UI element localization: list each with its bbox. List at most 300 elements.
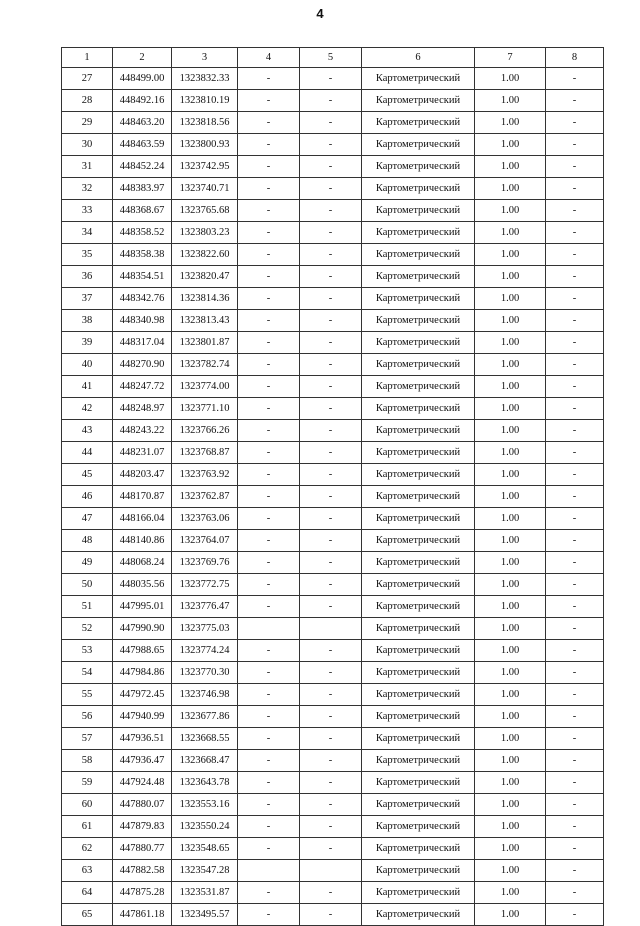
point-number-cell: 35 — [62, 244, 113, 266]
y-coordinate-cell: 1323814.36 — [172, 288, 238, 310]
x-coordinate-cell: 448342.76 — [113, 288, 172, 310]
table-row — [62, 838, 604, 860]
point-number-cell: 57 — [62, 728, 113, 750]
point-number-cell: 63 — [62, 860, 113, 882]
x-coordinate-cell: 448340.98 — [113, 310, 172, 332]
precision-cell: 1.00 — [475, 596, 546, 618]
y-coordinate-cell: 1323770.30 — [172, 662, 238, 684]
table-row — [62, 90, 604, 112]
method-cell: Картометрический — [362, 860, 475, 882]
x-coordinate-cell: 447990.90 — [113, 618, 172, 640]
table-row — [62, 552, 604, 574]
method-cell: Картометрический — [362, 134, 475, 156]
precision-cell: 1.00 — [475, 134, 546, 156]
y-coordinate-cell: 1323769.76 — [172, 552, 238, 574]
column-5-cell: - — [300, 354, 362, 376]
column-4-cell: - — [238, 178, 300, 200]
x-coordinate-cell: 448247.72 — [113, 376, 172, 398]
table-row — [62, 882, 604, 904]
method-cell: Картометрический — [362, 266, 475, 288]
table-row — [62, 596, 604, 618]
column-4-cell: - — [238, 706, 300, 728]
column-8-cell: - — [546, 310, 604, 332]
point-number-cell: 62 — [62, 838, 113, 860]
table-row — [62, 772, 604, 794]
point-number-cell: 29 — [62, 112, 113, 134]
column-header: 8 — [546, 48, 604, 68]
precision-cell: 1.00 — [475, 68, 546, 90]
x-coordinate-cell: 448499.00 — [113, 68, 172, 90]
table-row — [62, 376, 604, 398]
x-coordinate-cell: 448248.97 — [113, 398, 172, 420]
column-8-cell: - — [546, 860, 604, 882]
y-coordinate-cell: 1323740.71 — [172, 178, 238, 200]
precision-cell: 1.00 — [475, 838, 546, 860]
x-coordinate-cell: 447936.47 — [113, 750, 172, 772]
column-8-cell: - — [546, 486, 604, 508]
point-number-cell: 47 — [62, 508, 113, 530]
point-number-cell: 27 — [62, 68, 113, 90]
column-header: 5 — [300, 48, 362, 68]
method-cell: Картометрический — [362, 816, 475, 838]
precision-cell: 1.00 — [475, 178, 546, 200]
method-cell: Картометрический — [362, 662, 475, 684]
method-cell: Картометрический — [362, 772, 475, 794]
precision-cell: 1.00 — [475, 464, 546, 486]
x-coordinate-cell: 447875.28 — [113, 882, 172, 904]
y-coordinate-cell: 1323765.68 — [172, 200, 238, 222]
point-number-cell: 46 — [62, 486, 113, 508]
column-4-cell: - — [238, 552, 300, 574]
column-5-cell: - — [300, 266, 362, 288]
point-number-cell: 33 — [62, 200, 113, 222]
point-number-cell: 53 — [62, 640, 113, 662]
x-coordinate-cell: 448358.38 — [113, 244, 172, 266]
y-coordinate-cell: 1323531.87 — [172, 882, 238, 904]
column-4-cell: - — [238, 508, 300, 530]
column-5-cell: - — [300, 112, 362, 134]
y-coordinate-cell: 1323548.65 — [172, 838, 238, 860]
column-8-cell: - — [546, 376, 604, 398]
column-8-cell: - — [546, 596, 604, 618]
precision-cell: 1.00 — [475, 398, 546, 420]
y-coordinate-cell: 1323801.87 — [172, 332, 238, 354]
column-5-cell: - — [300, 332, 362, 354]
column-header: 6 — [362, 48, 475, 68]
table-header-row — [62, 48, 604, 68]
column-5-cell: - — [300, 794, 362, 816]
point-number-cell: 56 — [62, 706, 113, 728]
precision-cell: 1.00 — [475, 640, 546, 662]
point-number-cell: 61 — [62, 816, 113, 838]
precision-cell: 1.00 — [475, 112, 546, 134]
column-5-cell: - — [300, 904, 362, 926]
column-5-cell: - — [300, 420, 362, 442]
precision-cell: 1.00 — [475, 156, 546, 178]
method-cell: Картометрический — [362, 200, 475, 222]
table-row — [62, 420, 604, 442]
column-4-cell: - — [238, 310, 300, 332]
column-8-cell: - — [546, 750, 604, 772]
precision-cell: 1.00 — [475, 860, 546, 882]
column-header: 2 — [113, 48, 172, 68]
table-row — [62, 68, 604, 90]
table-row — [62, 222, 604, 244]
column-8-cell: - — [546, 640, 604, 662]
table-row — [62, 530, 604, 552]
column-4-cell: - — [238, 288, 300, 310]
method-cell: Картометрический — [362, 618, 475, 640]
point-number-cell: 54 — [62, 662, 113, 684]
column-8-cell: - — [546, 244, 604, 266]
column-4-cell: - — [238, 376, 300, 398]
y-coordinate-cell: 1323495.57 — [172, 904, 238, 926]
column-5-cell: - — [300, 376, 362, 398]
y-coordinate-cell: 1323763.06 — [172, 508, 238, 530]
y-coordinate-cell: 1323553.16 — [172, 794, 238, 816]
precision-cell: 1.00 — [475, 508, 546, 530]
column-4-cell: - — [238, 464, 300, 486]
point-number-cell: 37 — [62, 288, 113, 310]
y-coordinate-cell: 1323813.43 — [172, 310, 238, 332]
column-8-cell: - — [546, 904, 604, 926]
column-8-cell: - — [546, 882, 604, 904]
x-coordinate-cell: 447936.51 — [113, 728, 172, 750]
precision-cell: 1.00 — [475, 706, 546, 728]
column-8-cell: - — [546, 332, 604, 354]
y-coordinate-cell: 1323822.60 — [172, 244, 238, 266]
point-number-cell: 65 — [62, 904, 113, 926]
precision-cell: 1.00 — [475, 882, 546, 904]
column-8-cell: - — [546, 728, 604, 750]
column-5-cell: - — [300, 90, 362, 112]
x-coordinate-cell: 448463.59 — [113, 134, 172, 156]
y-coordinate-cell: 1323764.07 — [172, 530, 238, 552]
column-5-cell: - — [300, 772, 362, 794]
point-number-cell: 28 — [62, 90, 113, 112]
column-8-cell: - — [546, 178, 604, 200]
method-cell: Картометрический — [362, 596, 475, 618]
point-number-cell: 48 — [62, 530, 113, 552]
point-number-cell: 60 — [62, 794, 113, 816]
column-5-cell: - — [300, 706, 362, 728]
y-coordinate-cell: 1323742.95 — [172, 156, 238, 178]
method-cell: Картометрический — [362, 288, 475, 310]
x-coordinate-cell: 448354.51 — [113, 266, 172, 288]
column-5-cell: - — [300, 552, 362, 574]
y-coordinate-cell: 1323776.47 — [172, 596, 238, 618]
column-4-cell: - — [238, 156, 300, 178]
column-8-cell: - — [546, 134, 604, 156]
table-row — [62, 244, 604, 266]
x-coordinate-cell: 448383.97 — [113, 178, 172, 200]
method-cell: Картометрический — [362, 332, 475, 354]
y-coordinate-cell: 1323762.87 — [172, 486, 238, 508]
column-8-cell: - — [546, 112, 604, 134]
table-row — [62, 332, 604, 354]
column-5-cell: - — [300, 750, 362, 772]
column-5-cell: - — [300, 838, 362, 860]
point-number-cell: 50 — [62, 574, 113, 596]
point-number-cell: 39 — [62, 332, 113, 354]
table-row — [62, 156, 604, 178]
table-row — [62, 508, 604, 530]
table-row — [62, 464, 604, 486]
column-5-cell: - — [300, 486, 362, 508]
table-row — [62, 266, 604, 288]
precision-cell: 1.00 — [475, 574, 546, 596]
method-cell: Картометрический — [362, 574, 475, 596]
column-4-cell: - — [238, 662, 300, 684]
column-8-cell: - — [546, 662, 604, 684]
column-4-cell: - — [238, 728, 300, 750]
table-row — [62, 706, 604, 728]
column-8-cell: - — [546, 794, 604, 816]
column-5-cell: - — [300, 816, 362, 838]
table-row — [62, 200, 604, 222]
y-coordinate-cell: 1323547.28 — [172, 860, 238, 882]
x-coordinate-cell: 448166.04 — [113, 508, 172, 530]
column-header: 7 — [475, 48, 546, 68]
column-8-cell: - — [546, 772, 604, 794]
column-5-cell: - — [300, 882, 362, 904]
table-row — [62, 398, 604, 420]
column-5-cell: - — [300, 464, 362, 486]
column-4-cell: - — [238, 574, 300, 596]
method-cell: Картометрический — [362, 68, 475, 90]
x-coordinate-cell: 448452.24 — [113, 156, 172, 178]
method-cell: Картометрический — [362, 420, 475, 442]
method-cell: Картометрический — [362, 178, 475, 200]
method-cell: Картометрический — [362, 684, 475, 706]
table-row — [62, 574, 604, 596]
x-coordinate-cell: 448368.67 — [113, 200, 172, 222]
y-coordinate-cell: 1323810.19 — [172, 90, 238, 112]
column-4-cell: - — [238, 200, 300, 222]
method-cell: Картометрический — [362, 222, 475, 244]
y-coordinate-cell: 1323746.98 — [172, 684, 238, 706]
column-5-cell: - — [300, 156, 362, 178]
x-coordinate-cell: 447972.45 — [113, 684, 172, 706]
method-cell: Картометрический — [362, 508, 475, 530]
table-row — [62, 310, 604, 332]
precision-cell: 1.00 — [475, 90, 546, 112]
column-5-cell: - — [300, 244, 362, 266]
method-cell: Картометрический — [362, 156, 475, 178]
y-coordinate-cell: 1323668.47 — [172, 750, 238, 772]
column-8-cell: - — [546, 508, 604, 530]
column-5-cell: - — [300, 662, 362, 684]
column-5-cell: - — [300, 288, 362, 310]
column-8-cell: - — [546, 574, 604, 596]
column-8-cell: - — [546, 266, 604, 288]
x-coordinate-cell: 447880.77 — [113, 838, 172, 860]
column-8-cell: - — [546, 156, 604, 178]
point-number-cell: 41 — [62, 376, 113, 398]
x-coordinate-cell: 448035.56 — [113, 574, 172, 596]
precision-cell: 1.00 — [475, 486, 546, 508]
y-coordinate-cell: 1323818.56 — [172, 112, 238, 134]
table-row — [62, 134, 604, 156]
precision-cell: 1.00 — [475, 200, 546, 222]
point-number-cell: 42 — [62, 398, 113, 420]
point-number-cell: 51 — [62, 596, 113, 618]
column-4-cell: - — [238, 354, 300, 376]
x-coordinate-cell: 448203.47 — [113, 464, 172, 486]
column-5-cell: - — [300, 640, 362, 662]
precision-cell: 1.00 — [475, 904, 546, 926]
column-5-cell: - — [300, 684, 362, 706]
y-coordinate-cell: 1323832.33 — [172, 68, 238, 90]
precision-cell: 1.00 — [475, 222, 546, 244]
table-row — [62, 860, 604, 882]
point-number-cell: 44 — [62, 442, 113, 464]
y-coordinate-cell: 1323820.47 — [172, 266, 238, 288]
column-4-cell: - — [238, 398, 300, 420]
column-4-cell — [238, 860, 300, 882]
x-coordinate-cell: 447880.07 — [113, 794, 172, 816]
table-row — [62, 640, 604, 662]
precision-cell: 1.00 — [475, 618, 546, 640]
method-cell: Картометрический — [362, 882, 475, 904]
column-8-cell: - — [546, 354, 604, 376]
table-row — [62, 728, 604, 750]
method-cell: Картометрический — [362, 486, 475, 508]
y-coordinate-cell: 1323643.78 — [172, 772, 238, 794]
column-4-cell: - — [238, 442, 300, 464]
point-number-cell: 31 — [62, 156, 113, 178]
y-coordinate-cell: 1323803.23 — [172, 222, 238, 244]
method-cell: Картометрический — [362, 552, 475, 574]
column-header: 1 — [62, 48, 113, 68]
method-cell: Картометрический — [362, 838, 475, 860]
method-cell: Картометрический — [362, 794, 475, 816]
y-coordinate-cell: 1323782.74 — [172, 354, 238, 376]
column-4-cell: - — [238, 684, 300, 706]
precision-cell: 1.00 — [475, 354, 546, 376]
method-cell: Картометрический — [362, 310, 475, 332]
column-8-cell: - — [546, 816, 604, 838]
column-8-cell: - — [546, 618, 604, 640]
column-4-cell: - — [238, 68, 300, 90]
method-cell: Картометрический — [362, 750, 475, 772]
x-coordinate-cell: 448170.87 — [113, 486, 172, 508]
precision-cell: 1.00 — [475, 750, 546, 772]
column-5-cell: - — [300, 200, 362, 222]
point-number-cell: 58 — [62, 750, 113, 772]
precision-cell: 1.00 — [475, 420, 546, 442]
table-row — [62, 794, 604, 816]
point-number-cell: 49 — [62, 552, 113, 574]
method-cell: Картометрический — [362, 464, 475, 486]
x-coordinate-cell: 448068.24 — [113, 552, 172, 574]
column-4-cell: - — [238, 640, 300, 662]
point-number-cell: 45 — [62, 464, 113, 486]
x-coordinate-cell: 447940.99 — [113, 706, 172, 728]
column-5-cell: - — [300, 530, 362, 552]
column-8-cell: - — [546, 398, 604, 420]
precision-cell: 1.00 — [475, 442, 546, 464]
point-number-cell: 32 — [62, 178, 113, 200]
column-4-cell: - — [238, 904, 300, 926]
x-coordinate-cell: 447995.01 — [113, 596, 172, 618]
column-5-cell: - — [300, 68, 362, 90]
y-coordinate-cell: 1323763.92 — [172, 464, 238, 486]
method-cell: Картометрический — [362, 640, 475, 662]
column-5-cell: - — [300, 728, 362, 750]
coordinates-table — [61, 47, 604, 926]
y-coordinate-cell: 1323677.86 — [172, 706, 238, 728]
x-coordinate-cell: 448317.04 — [113, 332, 172, 354]
column-8-cell: - — [546, 530, 604, 552]
column-4-cell — [238, 618, 300, 640]
point-number-cell: 59 — [62, 772, 113, 794]
column-8-cell: - — [546, 838, 604, 860]
column-4-cell: - — [238, 134, 300, 156]
column-8-cell: - — [546, 222, 604, 244]
x-coordinate-cell: 448140.86 — [113, 530, 172, 552]
y-coordinate-cell: 1323775.03 — [172, 618, 238, 640]
method-cell: Картометрический — [362, 354, 475, 376]
table-row — [62, 288, 604, 310]
column-5-cell: - — [300, 508, 362, 530]
table-row — [62, 442, 604, 464]
point-number-cell: 43 — [62, 420, 113, 442]
method-cell: Картометрический — [362, 112, 475, 134]
column-4-cell: - — [238, 112, 300, 134]
column-4-cell: - — [238, 332, 300, 354]
precision-cell: 1.00 — [475, 728, 546, 750]
y-coordinate-cell: 1323550.24 — [172, 816, 238, 838]
y-coordinate-cell: 1323772.75 — [172, 574, 238, 596]
column-4-cell: - — [238, 420, 300, 442]
column-8-cell: - — [546, 420, 604, 442]
column-5-cell: - — [300, 596, 362, 618]
method-cell: Картометрический — [362, 244, 475, 266]
column-8-cell: - — [546, 90, 604, 112]
table-row — [62, 112, 604, 134]
column-4-cell: - — [238, 816, 300, 838]
page-number: 4 — [316, 6, 324, 21]
precision-cell: 1.00 — [475, 816, 546, 838]
column-5-cell: - — [300, 574, 362, 596]
column-8-cell: - — [546, 552, 604, 574]
column-4-cell: - — [238, 596, 300, 618]
table-row — [62, 750, 604, 772]
column-4-cell: - — [238, 530, 300, 552]
x-coordinate-cell: 448358.52 — [113, 222, 172, 244]
x-coordinate-cell: 448270.90 — [113, 354, 172, 376]
precision-cell: 1.00 — [475, 376, 546, 398]
table-row — [62, 618, 604, 640]
column-4-cell: - — [238, 772, 300, 794]
column-4-cell: - — [238, 838, 300, 860]
column-4-cell: - — [238, 244, 300, 266]
precision-cell: 1.00 — [475, 552, 546, 574]
point-number-cell: 34 — [62, 222, 113, 244]
column-8-cell: - — [546, 442, 604, 464]
y-coordinate-cell: 1323800.93 — [172, 134, 238, 156]
x-coordinate-cell: 448243.22 — [113, 420, 172, 442]
x-coordinate-cell: 448231.07 — [113, 442, 172, 464]
point-number-cell: 36 — [62, 266, 113, 288]
x-coordinate-cell: 447988.65 — [113, 640, 172, 662]
x-coordinate-cell: 447861.18 — [113, 904, 172, 926]
precision-cell: 1.00 — [475, 332, 546, 354]
column-5-cell: - — [300, 310, 362, 332]
method-cell: Картометрический — [362, 530, 475, 552]
table-row — [62, 684, 604, 706]
